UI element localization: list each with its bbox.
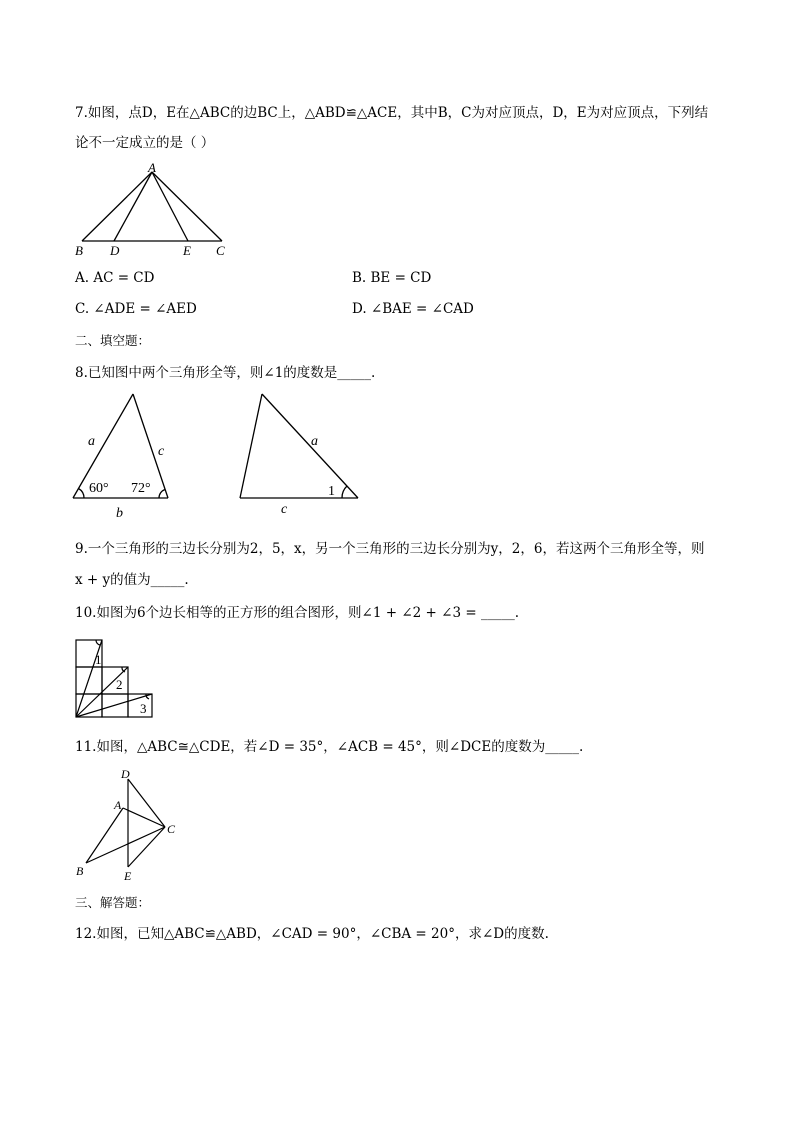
segment-ac — [123, 808, 165, 827]
label-e: E — [124, 869, 132, 883]
right-triangle-side-a — [262, 394, 358, 498]
segment-ab — [82, 172, 152, 241]
right-triangle-left-side — [240, 394, 262, 498]
q7-option-c[interactable]: C. ∠ADE = ∠AED — [75, 301, 197, 317]
label-c: C — [167, 822, 176, 836]
angle-label-3: 3 — [140, 701, 147, 716]
section-solve: 三、解答题： — [75, 895, 151, 910]
angle-arc-1 — [96, 640, 100, 645]
left-label-a: a — [88, 434, 95, 449]
q10-squares-figure — [72, 636, 156, 720]
label-b: B — [76, 864, 84, 878]
left-angle-60: 60° — [89, 481, 109, 496]
right-angle-arc-1 — [342, 486, 347, 498]
right-label-c: c — [281, 502, 288, 517]
label-a: A — [114, 798, 122, 812]
segment-dc — [128, 779, 165, 827]
q7-stem-line2: 论不一定成立的是（ ） — [75, 135, 215, 151]
q12-stem: 12.如图，已知△ABC≌△ABD，∠CAD = 90°，∠CBA = 20°，求∠D的度数. — [75, 926, 549, 942]
q11-congruent-triangles-figure — [72, 765, 192, 885]
square-mid-left — [76, 667, 102, 694]
segment-ec — [128, 827, 165, 867]
q9-stem-line2: x + y的值为_____. — [75, 572, 189, 588]
q8-stem: 8.已知图中两个三角形全等，则∠1的度数是_____. — [75, 365, 376, 381]
q9-stem-line1: 9.一个三角形的三边长分别为2，5，x，另一个三角形的三边长分别为y，2，6，若这两个三角形全等，则 — [75, 541, 705, 557]
right-angle-1-label: 1 — [328, 484, 335, 499]
q7-option-a[interactable]: A. AC = CD — [75, 270, 155, 286]
segment-ad — [114, 172, 152, 241]
label-b: B — [75, 243, 83, 258]
q7-option-b[interactable]: B. BE = CD — [352, 270, 432, 286]
segment-ae — [152, 172, 188, 241]
label-e: E — [183, 243, 191, 258]
label-c: C — [216, 243, 225, 258]
q10-stem: 10.如图为6个边长相等的正方形的组合图形，则∠1 + ∠2 + ∠3 = _____. — [75, 605, 519, 621]
label-d: D — [110, 243, 120, 258]
segment-ac — [152, 172, 222, 241]
q7-triangle-figure — [70, 162, 235, 260]
angle-label-2: 2 — [116, 677, 123, 692]
q11-stem: 11.如图，△ABC≅△CDE，若∠D = 35°，∠ACB = 45°，则∠DCE的度数为_____. — [75, 739, 584, 755]
left-label-b: b — [116, 506, 123, 518]
q7-stem-line1: 7.如图，点D，E在△ABC的边BC上，△ABD≌△ACE，其中B，C为对应顶点，D，E为对应顶点，下列结 — [75, 105, 709, 121]
section-fill-in-blank: 二、填空题： — [75, 333, 151, 348]
left-angle-arc-60 — [79, 489, 85, 499]
label-d: D — [121, 767, 130, 781]
q8-two-triangles-figure — [68, 388, 368, 518]
q7-option-d[interactable]: D. ∠BAE = ∠CAD — [352, 301, 474, 317]
left-label-c: c — [158, 444, 165, 459]
label-a: A — [148, 162, 156, 175]
left-angle-72: 72° — [131, 481, 151, 496]
angle-label-1: 1 — [95, 652, 102, 667]
left-angle-arc-72 — [159, 490, 165, 499]
right-label-a: a — [311, 434, 318, 449]
